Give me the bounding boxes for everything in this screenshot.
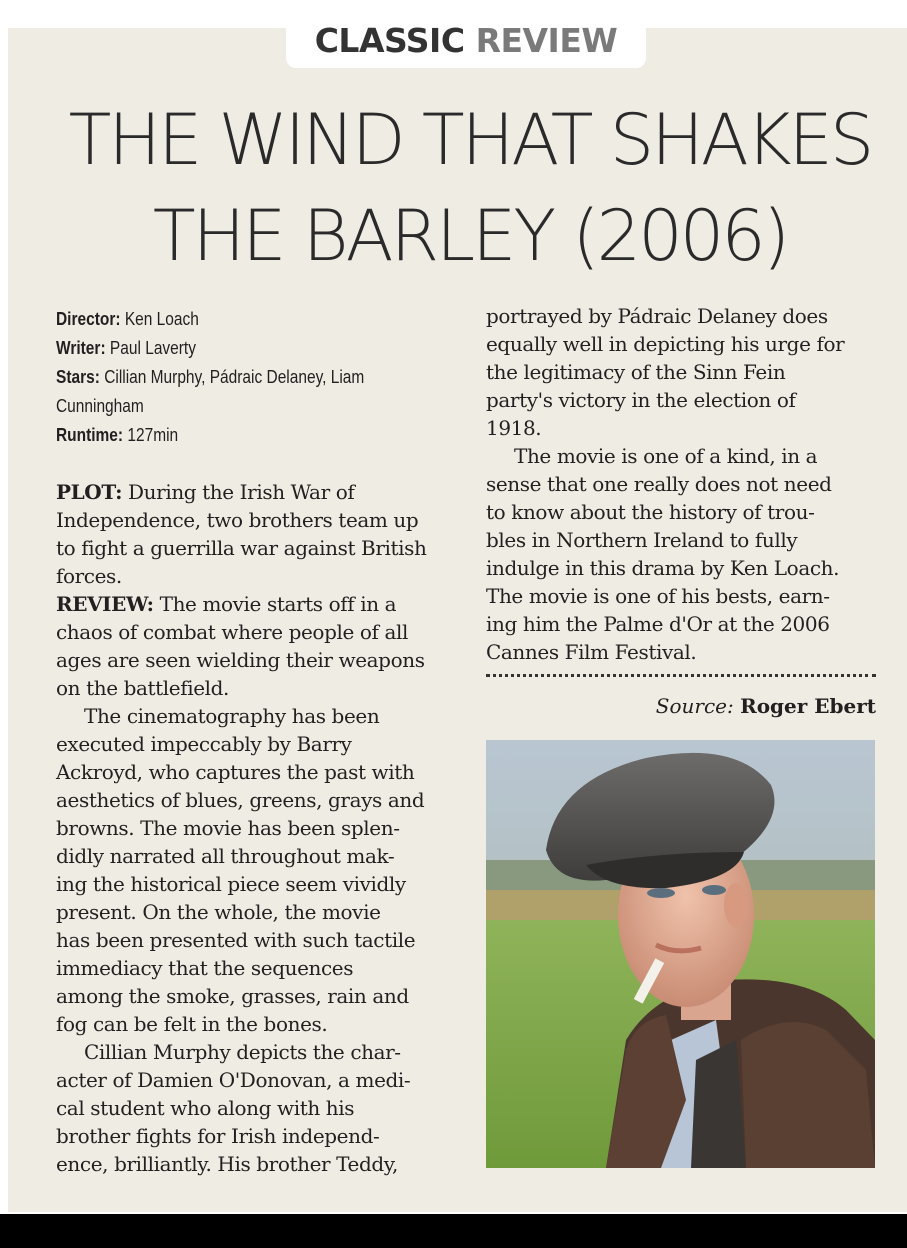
credit-stars: Stars: Cillian Murphy, Pádraic Delaney, Liam bbox=[56, 367, 365, 387]
text-line: party's victory in the election of bbox=[486, 388, 796, 412]
text-line: ages are seen wielding their weapons bbox=[56, 648, 425, 672]
text-line: aesthetics of blues, greens, grays and bbox=[56, 788, 425, 812]
text-line: on the battlefield. bbox=[56, 676, 230, 700]
right-column bbox=[486, 302, 886, 666]
text-line: The movie is one of a kind, in a bbox=[514, 444, 818, 468]
text-line: brother fights for Irish independ- bbox=[56, 1124, 380, 1148]
article-title bbox=[20, 92, 907, 284]
text-line: among the smoke, grasses, rain and bbox=[56, 984, 409, 1008]
text-line: the legitimacy of the Sinn Fein bbox=[486, 360, 786, 384]
text-line: The cinematography has been bbox=[84, 704, 380, 728]
text-line: ing the historical piece seem vividly bbox=[56, 872, 406, 896]
review-first-line: REVIEW: The movie starts off in a bbox=[56, 592, 397, 616]
text-line: executed impeccably by Barry bbox=[56, 732, 352, 756]
text-line: cal student who along with his bbox=[56, 1096, 355, 1120]
text-line: 1918. bbox=[486, 416, 542, 440]
text-line: The movie is one of his bests, earn- bbox=[486, 584, 830, 608]
photo-illustration bbox=[486, 740, 875, 1168]
credits-block bbox=[56, 305, 400, 450]
text-line: Ackroyd, who captures the past with bbox=[56, 760, 415, 784]
text-line: forces. bbox=[56, 564, 122, 588]
credit-stars-cont: Cunningham bbox=[56, 396, 144, 416]
source-label: Source: bbox=[655, 694, 734, 718]
dotted-divider bbox=[486, 674, 876, 677]
text-line: present. On the whole, the movie bbox=[56, 900, 381, 924]
left-column bbox=[56, 478, 456, 1178]
text-line: sense that one really does not need bbox=[486, 472, 832, 496]
text-line: ing him the Palme d'Or at the 2006 bbox=[486, 612, 830, 636]
text-line: Cannes Film Festival. bbox=[486, 640, 697, 664]
credit-director: Director: Ken Loach bbox=[56, 309, 199, 329]
text-line: ence, brilliantly. His brother Teddy, bbox=[56, 1152, 398, 1176]
movie-still-photo bbox=[486, 740, 875, 1168]
text-line: fog can be felt in the bones. bbox=[56, 1012, 328, 1036]
credit-writer: Writer: Paul Laverty bbox=[56, 338, 196, 358]
text-line: equally well in depicting his urge for bbox=[486, 332, 845, 356]
text-line: immediacy that the sequences bbox=[56, 956, 354, 980]
title-line-1: THE WIND THAT SHAKES bbox=[68, 99, 872, 181]
text-line: didly narrated all throughout mak- bbox=[56, 844, 395, 868]
source-credit bbox=[486, 692, 876, 720]
text-line: Cillian Murphy depicts the char- bbox=[84, 1040, 401, 1064]
text-line: to know about the history of trou- bbox=[486, 500, 815, 524]
review-label: REVIEW: bbox=[56, 592, 154, 616]
tag-word-classic: CLASSIC bbox=[314, 21, 465, 60]
text-line: to fight a guerrilla war against British bbox=[56, 536, 427, 560]
text-line: browns. The movie has been splen- bbox=[56, 816, 400, 840]
text-line: has been presented with such tactile bbox=[56, 928, 416, 952]
text-line: acter of Damien O'Donovan, a medi- bbox=[56, 1068, 411, 1092]
plot-first-line: PLOT: During the Irish War of bbox=[56, 480, 355, 504]
source-name: Roger Ebert bbox=[740, 694, 876, 718]
credit-runtime: Runtime: 127min bbox=[56, 425, 179, 445]
text-line: portrayed by Pádraic Delaney does bbox=[486, 304, 828, 328]
text-line: indulge in this drama by Ken Loach. bbox=[486, 556, 840, 580]
text-line: Independence, two brothers team up bbox=[56, 508, 419, 532]
title-line-2: THE BARLEY (2006) bbox=[152, 195, 788, 277]
bottom-bar bbox=[0, 1214, 907, 1248]
tag-word-review: REVIEW bbox=[475, 21, 618, 60]
plot-label: PLOT: bbox=[56, 480, 123, 504]
section-tag bbox=[286, 18, 646, 68]
text-line: bles in Northern Ireland to fully bbox=[486, 528, 798, 552]
text-line: chaos of combat where people of all bbox=[56, 620, 408, 644]
